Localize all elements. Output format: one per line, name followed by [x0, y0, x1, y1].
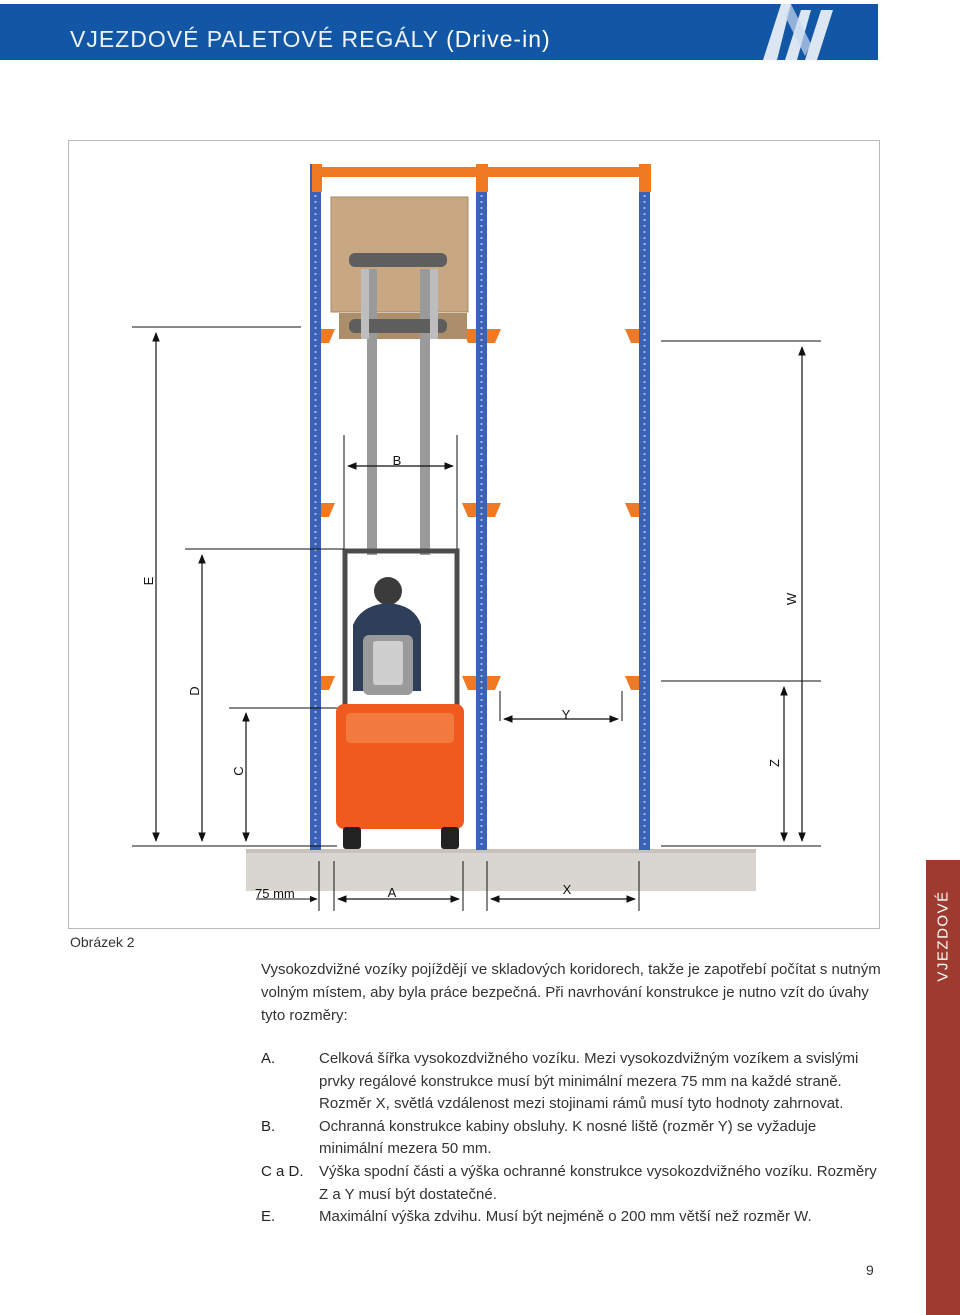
dim-label-d: D: [187, 686, 202, 696]
definition-text: Celková šířka vysokozdvižného vozíku. Mezi vysokozdvižným vozíkem a svislými prvky regálové konstrukce musí být minimální mezera 75 mm na každé straně. Rozměr X, světlá vzdálenost mezi stojinami rámů musí tyto hodnoty zahrnovat.: [319, 1050, 859, 1113]
title-suffix: (Drive-in): [446, 26, 551, 52]
header-bar: [0, 4, 878, 60]
floor: [246, 849, 756, 891]
figure-frame: [68, 140, 880, 929]
definition-key: B.: [261, 1117, 276, 1135]
page-number: 9: [866, 1262, 874, 1278]
definition-text: Výška spodní části a výška ochranné konstrukce vysokozdvižného vozíku. Rozměry Z a Y musí být dostatečné.: [319, 1162, 877, 1203]
dim-label-a: A: [387, 885, 397, 900]
dim-label-y: Y: [561, 707, 571, 722]
definition-item: [261, 1206, 881, 1229]
dim-label-w: W: [784, 592, 799, 606]
intro-paragraph: Vysokozdvižné vozíky pojíždějí ve skladových koridorech, takže je zapotřebí počítat s nutným volným místem, aby byla práce bezpečná. Při navrhování konstrukce je nutno vzít do úvahy tyto rozměry:: [261, 961, 881, 1024]
section-side-tab: [926, 860, 960, 1315]
title-main: VJEZDOVÉ PALETOVÉ REGÁLY: [70, 26, 439, 52]
definition-key: A.: [261, 1050, 276, 1067]
page-title: [70, 26, 551, 53]
definition-text: Maximální výška zdvihu. Musí být nejméně o 200 mm větší než rozměr W.: [319, 1208, 812, 1226]
definition-item: [261, 1116, 881, 1161]
company-logo-icon: [755, 4, 845, 60]
drive-in-diagram: [69, 141, 879, 928]
definition-list: [261, 1048, 881, 1229]
dim-label-c: C: [231, 766, 246, 776]
dim-label-e: E: [141, 576, 156, 586]
definition-key: C a D.: [261, 1162, 304, 1180]
dim-label-x: X: [562, 882, 572, 897]
dim-label-z: Z: [767, 759, 782, 767]
side-tab-label: VJEZDOVÉ: [934, 890, 952, 982]
forklift-body: [336, 704, 464, 849]
dim-label-b: B: [392, 453, 402, 468]
definition-text: Ochranná konstrukce kabiny obsluhy. K nosné liště (rozměr Y) se vyžaduje minimální mezera 50 mm.: [319, 1117, 817, 1158]
definition-item: [261, 1048, 881, 1116]
operator: [353, 577, 421, 695]
dim-label-gap: 75 mm: [255, 886, 295, 901]
definition-item: [261, 1161, 881, 1206]
figure-caption: Obrázek 2: [70, 934, 135, 950]
definition-key: E.: [261, 1208, 276, 1226]
